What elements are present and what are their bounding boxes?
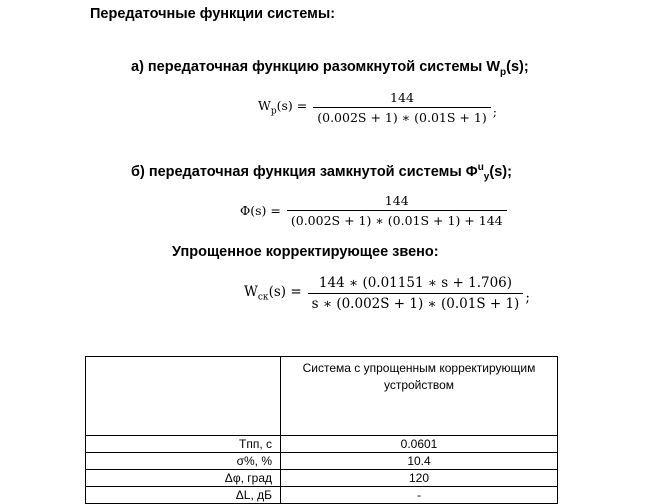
table-corner-cell [86,357,281,436]
row-label: ΔL, дБ [86,487,281,504]
row-value: 120 [281,470,558,487]
denominator: (0.002S + 1) ∗ (0.01S + 1) + 144 [287,210,507,228]
eq2-lhs: Φ(s) = [240,203,281,218]
row-label: σ%, % [86,453,281,470]
fraction [308,275,524,312]
section-a-sub: p [500,66,507,78]
numerator: 144 ∗ (0.01151 ∗ s + 1.706) [318,275,513,291]
eq1-lhs: W [258,98,271,114]
section-b-text: б) передаточная функция замкнутой системы Φ [131,163,478,180]
section-a-end: (s); [506,59,529,75]
semicolon: ; [525,289,530,306]
eq3-lhs-sub: ск [257,292,269,303]
section-a-text: а) передаточная функцию разомкнутой системы W [131,59,501,75]
numerator: 144 [384,193,409,208]
numerator: 144 [390,90,414,105]
section-c-heading: Упрощенное корректирующее звено: [172,244,439,260]
eq3-lhs: W [244,284,258,301]
row-label: Tпп, с [86,436,281,453]
row-value: 10.4 [281,453,558,470]
row-value: - [281,487,558,504]
row-label: Δφ, град [86,470,281,487]
section-b-sup: u [477,162,484,173]
fraction [313,90,490,125]
section-b-end: (s); [489,163,512,180]
table-header-cell: Система с упрощенным корректирующим устройством [281,357,558,436]
equation-closed-loop [240,193,507,228]
semicolon: ; [492,104,497,119]
table-row [86,436,558,453]
table-row [86,453,558,470]
eq1-lhs-end: (s) = [276,98,308,114]
eq3-lhs-end: (s) = [268,284,302,301]
table-row [86,470,558,487]
eq1-lhs-sub: p [270,106,277,117]
page-title: Передаточные функции системы: [90,6,336,22]
fraction [287,193,507,228]
section-a-heading [131,59,529,78]
table-row [86,487,558,504]
section-b-sub: y [483,171,490,183]
table-header-row [86,357,558,436]
equation-open-loop [258,90,497,125]
section-b-heading [131,162,512,183]
results-table [85,356,558,504]
denominator: (0.002S + 1) ∗ (0.01S + 1) [313,107,490,125]
equation-corrector [244,275,530,312]
equation-lhs [244,284,302,303]
equation-lhs [258,98,307,117]
denominator: s ∗ (0.002S + 1) ∗ (0.01S + 1) [308,293,524,312]
row-value: 0.0601 [281,436,558,453]
